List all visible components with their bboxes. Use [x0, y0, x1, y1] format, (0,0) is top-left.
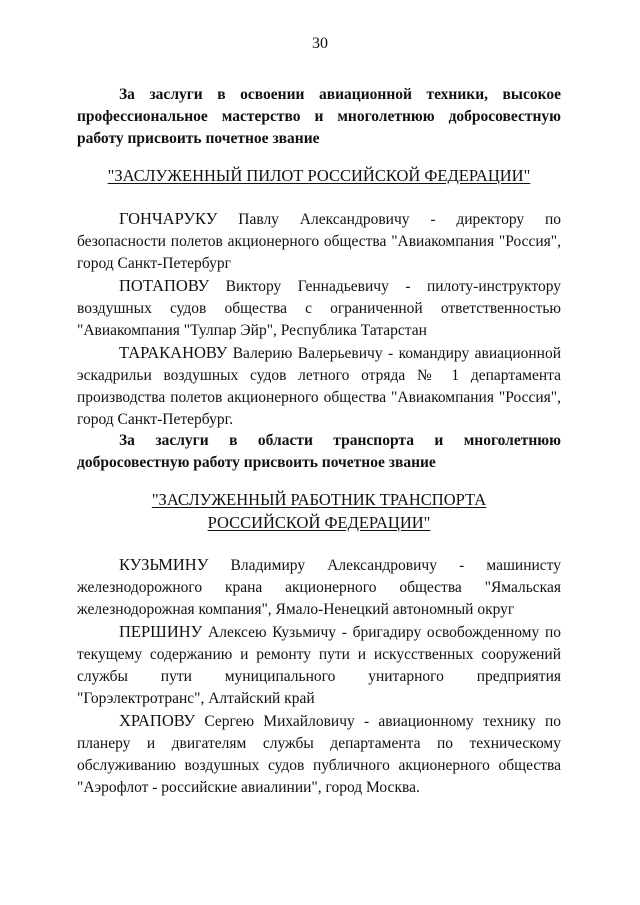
- awardee-entry: [77, 554, 561, 621]
- honorary-title: [77, 511, 561, 534]
- awardee-surname: ГОНЧАРУКУ: [119, 209, 218, 228]
- page-number: 30: [312, 35, 328, 52]
- section-pilot-heading-block: [77, 84, 561, 150]
- awardee-surname: ХРАПОВУ: [119, 711, 196, 730]
- awardee-details: Павлу Александровичу - директору по безопасности полетов акционерного общества "Авиакомпания "Россия", город Санкт-Петербург: [77, 211, 561, 272]
- awardee-entry: [77, 621, 561, 710]
- awardee-entry: [77, 710, 561, 799]
- section-heading: За заслуги в области транспорта и многолетнюю добросовестную работу присвоить почетное звание: [77, 432, 561, 471]
- awardee-surname: КУЗЬМИНУ: [119, 555, 209, 574]
- awardee-surname: ПОТАПОВУ: [119, 276, 210, 295]
- awardee-entry: [77, 208, 561, 275]
- honorary-title-line: "ЗАСЛУЖЕННЫЙ ПИЛОТ РОССИЙСКОЙ ФЕДЕРАЦИИ": [107, 166, 531, 185]
- awardee-entry: [77, 342, 561, 431]
- honorary-title-block: [77, 164, 561, 187]
- honorary-title-line: РОССИЙСКОЙ ФЕДЕРАЦИИ": [207, 513, 431, 532]
- honorary-title: [77, 164, 561, 187]
- awardee-list: [77, 554, 561, 799]
- honorary-title-block: [77, 488, 561, 534]
- awardee-surname: ТАРАКАНОВУ: [119, 343, 228, 362]
- awardee-list: [77, 208, 561, 431]
- section-transport-heading-block: [77, 430, 561, 474]
- awardee-surname: ПЕРШИНУ: [119, 622, 203, 641]
- section-heading: За заслуги в освоении авиационной техники, высокое профессиональное мастерство и многолетнюю добросовестную работу присвоить почетное звание: [77, 86, 561, 147]
- awardee-details: Сергею Михайловичу - авиационному технику по планеру и двигателям службы департамента по техническому обслуживанию воздушных судов публичного акционерного общества "Аэрофлот - российские авиалинии", город Москва.: [77, 713, 561, 796]
- honorary-title-line: "ЗАСЛУЖЕННЫЙ РАБОТНИК ТРАНСПОРТА: [151, 490, 487, 509]
- awardee-details: Валерию Валерьевичу - командиру авиационной эскадрильи воздушных судов летного отряда № 1 департамента производства полетов акционерного общества "Авиакомпания "Россия", город Санкт-Петербург.: [77, 345, 561, 428]
- awardee-details: Владимиру Александровичу - машинисту железнодорожного крана акционерного общества "Ямальская железнодорожная компания", Ямало-Ненецкий автономный округ: [77, 557, 561, 618]
- awardee-details: Алексею Кузьмичу - бригадиру освобожденному по текущему содержанию и ремонту пути и искусственных сооружений службы пути муниципального унитарного предприятия "Горэлектротранс", Алтайский край: [77, 624, 561, 707]
- awardee-details: Виктору Геннадьевичу - пилоту-инструктору воздушных судов общества с ограниченной ответственностью "Авиакомпания "Тулпар Эйр", Республика Татарстан: [77, 278, 561, 339]
- honorary-title: [77, 488, 561, 511]
- awardee-entry: [77, 275, 561, 342]
